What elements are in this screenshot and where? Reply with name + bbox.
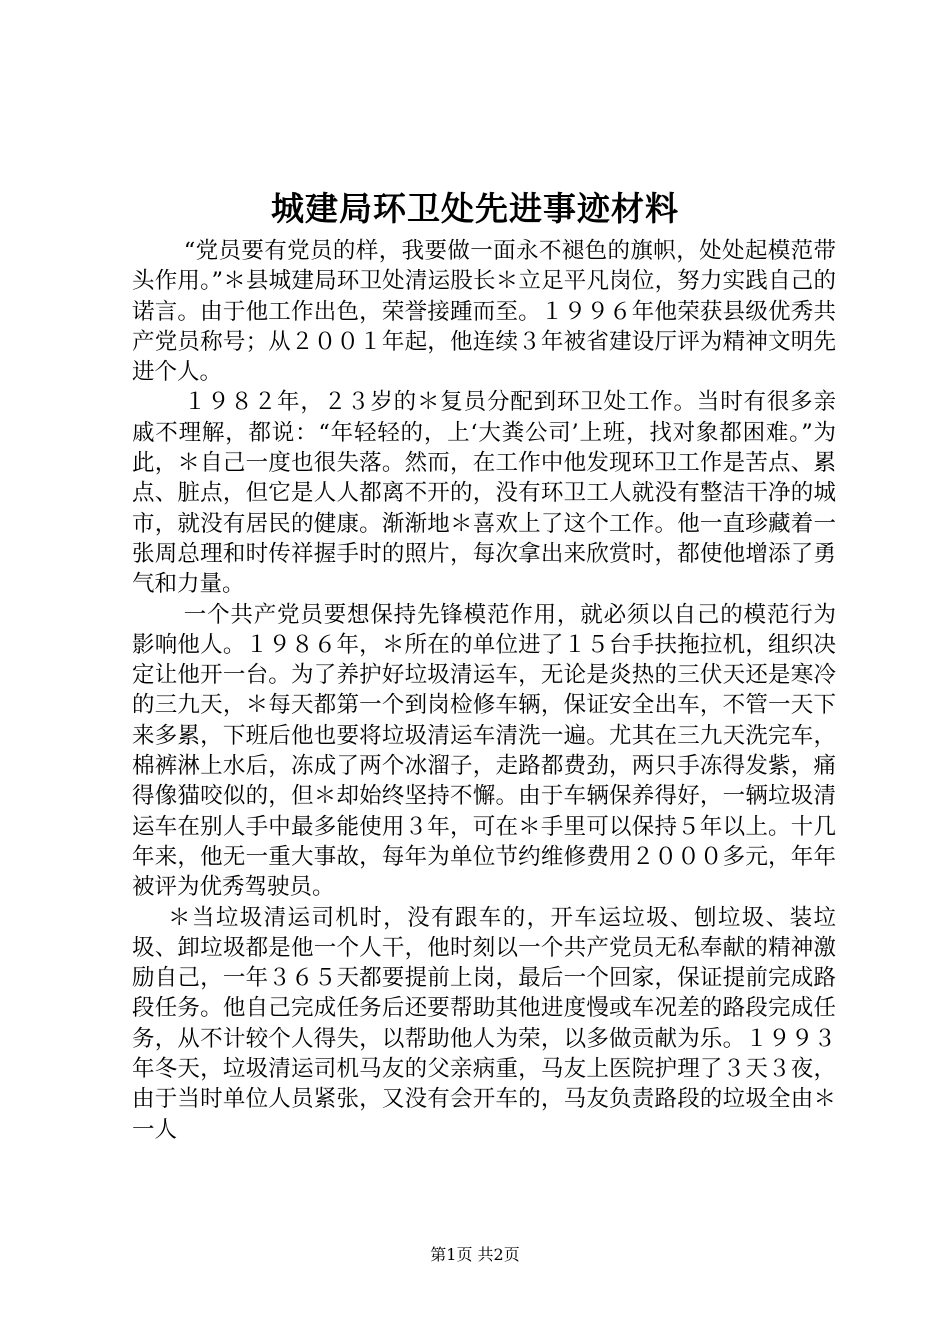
paragraph-4: ＊当垃圾清运司机时，没有跟车的，开车运垃圾、刨垃圾、装垃圾、卸垃圾都是他一个人干，他时刻以一个共产党员无私奉献的精神激励自己，一年３６５天都要提前上岗，最后一个回家，保证提前完成路段任务。他自己完成任务后还要帮助其他进度慢或车况差的路段完成任务，从不计较个人得失，以帮助他人为荣，以多做贡献为乐。１９９３年冬天，垃圾清运司机马友的父亲病重，马友上医院护理了３天３夜，由于当时单位人员紧张，又没有会开车的，马友负责路段的垃圾全由＊一人 [132, 904, 836, 1143]
page-number-footer: 第1页 共2页 [430, 1245, 520, 1264]
paragraph-2: １９８２年，２３岁的＊复员分配到环卫处工作。当时有很多亲戚不理解，都说：“年轻轻的，上‘大粪公司’上班，找对象都困难。”为此，＊自己一度也很失落。然而，在工作中他发现环卫工作是苦点、累点、脏点，但它是人人都离不开的，没有环卫工人就没有整洁干净的城市，就没有居民的健康。渐渐地＊喜欢上了这个工作。他一直珍藏着一张周总理和时传祥握手时的照片，每次拿出来欣赏时，都使他增添了勇气和力量。 [132, 389, 836, 598]
paragraph-3: 一个共产党员要想保持先锋模范作用，就必须以自己的模范行为影响他人。１９８６年，＊所在的单位进了１５台手扶拖拉机，组织决定让他开一台。为了养护好垃圾清运车，无论是炎热的三伏天还是寒冷的三九天，＊每天都第一个到岗检修车辆，保证安全出车，不管一天下来多累，下班后他也要将垃圾清运车清洗一遍。尤其在三九天洗完车，棉裤淋上水后，冻成了两个冰溜子，走路都费劲，两只手冻得发紫，痛得像猫咬似的，但＊却始终坚持不懈。由于车辆保养得好，一辆垃圾清运车在别人手中最多能使用３年，可在＊手里可以保持５年以上。十几年来，他无一重大事故，每年为单位节约维修费用２０００多元，年年被评为优秀驾驶员。 [132, 601, 836, 901]
document-body [132, 236, 836, 1145]
paragraph-1: “党员要有党员的样，我要做一面永不褪色的旗帜，处处起模范带头作用。”＊县城建局环卫处清运股长＊立足平凡岗位，努力实践自己的诺言。由于他工作出色，荣誉接踵而至。１９９６年他荣获县级优秀共产党员称号；从２００１年起，他连续３年被省建设厅评为精神文明先进个人。 [132, 238, 836, 386]
document-title: 城建局环卫处先进事迹材料 [271, 189, 679, 228]
